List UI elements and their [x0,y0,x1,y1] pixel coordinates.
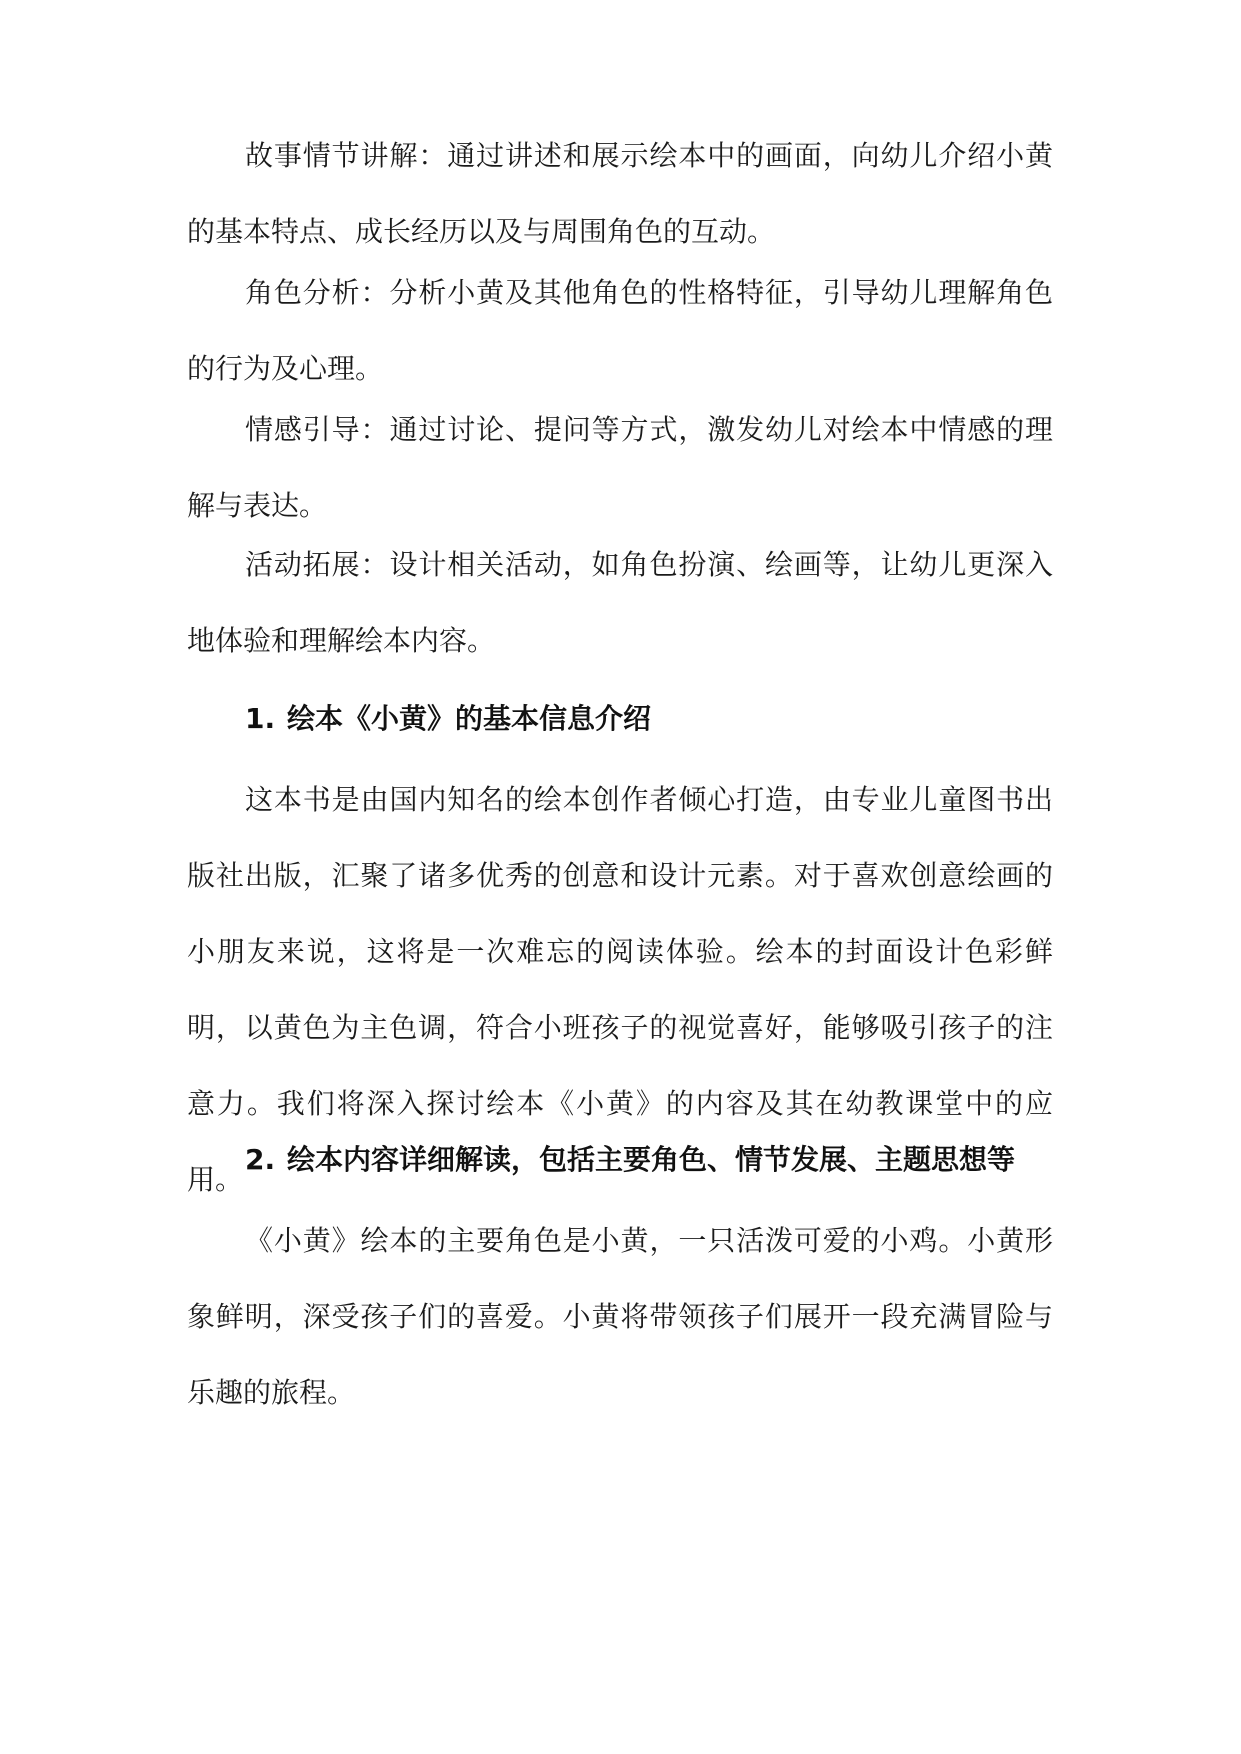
paragraph-book-info: 这本书是由国内知名的绘本创作者倾心打造，由专业儿童图书出版社出版，汇聚了诸多优秀的创意和设计元素。对于喜欢创意绘画的小朋友来说，这将是一次难忘的阅读体验。绘本的封面设计色彩鲜明，以黄色为主色调，符合小班孩子的视觉喜好，能够吸引孩子的注意力。我们将深入探讨绘本《小黄》的内容及其在幼教课堂中的应用。 [187,783,1053,1196]
section-heading-2 [245,1140,1065,1180]
paragraph-character-analysis: 角色分析：分析小黄及其他角色的性格特征，引导幼儿理解角色的行为及心理。 [187,276,1053,385]
paragraph-activity-extension: 活动拓展：设计相关活动，如角色扮演、绘画等，让幼儿更深入地体验和理解绘本内容。 [187,548,1053,657]
section-heading-1-number: 1. [245,702,276,735]
paragraph-main-character: 《小黄》绘本的主要角色是小黄，一只活泼可爱的小鸡。小黄形象鲜明，深受孩子们的喜爱。小黄将带领孩子们展开一段充满冒险与乐趣的旅程。 [187,1224,1053,1409]
paragraph-story-explanation: 故事情节讲解：通过讲述和展示绘本中的画面，向幼儿介绍小黄的基本特点、成长经历以及与周围角色的互动。 [187,139,1053,248]
section-heading-2-text: 绘本内容详细解读，包括主要角色、情节发展、主题思想等 [287,1143,1016,1176]
section-heading-1 [245,699,1065,739]
section-heading-2-number: 2. [245,1143,276,1176]
section-heading-1-text: 绘本《小黄》的基本信息介绍 [287,702,652,735]
paragraph-emotional-guidance: 情感引导：通过讨论、提问等方式，激发幼儿对绘本中情感的理解与表达。 [187,413,1053,522]
